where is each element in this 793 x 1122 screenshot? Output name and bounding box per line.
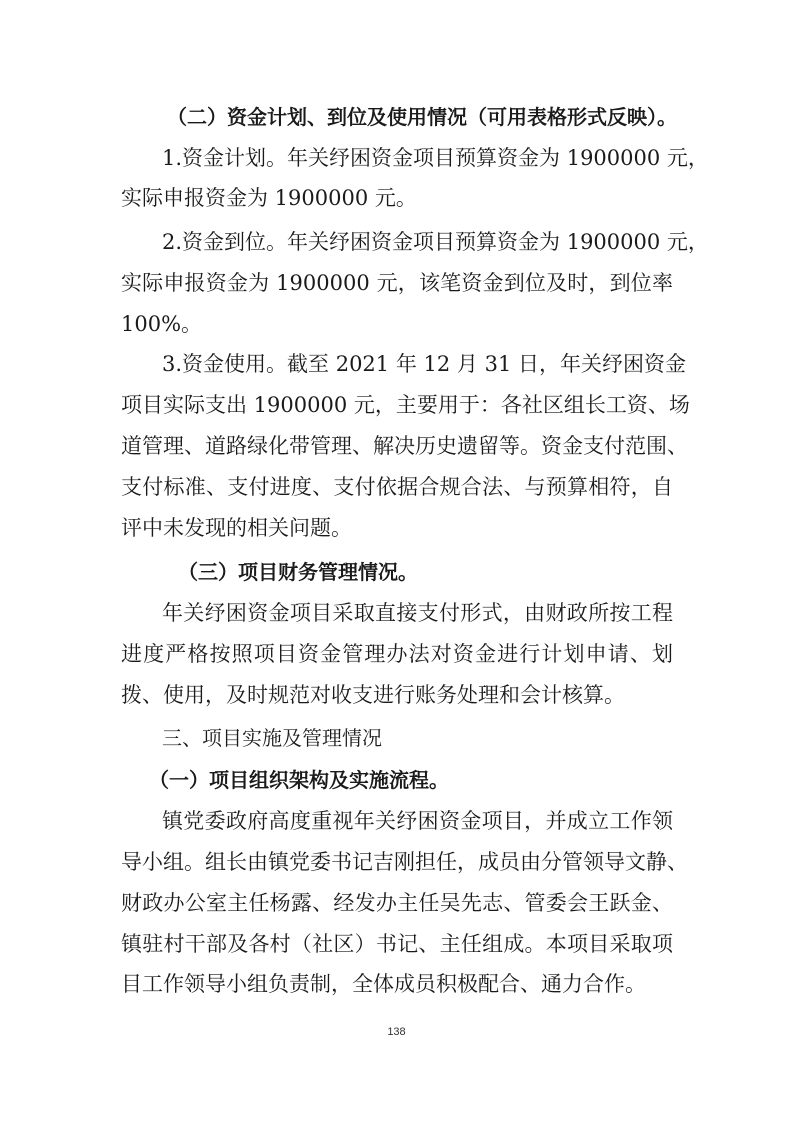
paragraph-line: 导小组。组长由镇党委书记吉刚担任，成员由分管领导文静、: [121, 850, 688, 874]
paragraph-line: 目工作领导小组负责制，全体成员积极配合、通力合作。: [121, 972, 646, 996]
paragraph-line: 进度严格按照项目资金管理办法对资金进行计划申请、划: [121, 642, 673, 666]
paragraph-line: 评中未发现的相关问题。: [121, 516, 352, 540]
section-heading: （一）项目组织架构及实施流程。: [149, 768, 449, 792]
paragraph-line: 财政办公室主任杨露、经发办主任吴先志、管委会王跃金、: [121, 891, 673, 915]
paragraph-line: 项目实际支出 1900000 元，主要用于：各社区组长工资、场: [121, 393, 690, 417]
paragraph-line: 100%。: [121, 312, 203, 336]
paragraph-line: 支付标准、支付进度、支付依据合规合法、与预算相符，自: [121, 475, 673, 499]
page-number: 138: [387, 1026, 406, 1038]
chapter-heading: 三、项目实施及管理情况: [162, 726, 382, 750]
paragraph-line: 2.资金到位。年关纾困资金项目预算资金为 1900000 元，: [162, 230, 709, 254]
paragraph-line: 1.资金计划。年关纾困资金项目预算资金为 1900000 元，: [162, 146, 709, 170]
paragraph-line: 镇党委政府高度重视年关纾困资金项目，并成立工作领: [162, 809, 673, 833]
paragraph-line: 道管理、道路绿化带管理、解决历史遗留等。资金支付范围、: [121, 434, 688, 458]
paragraph-line: 年关纾困资金项目采取直接支付形式，由财政所按工程: [162, 601, 673, 625]
paragraph-line: 3.资金使用。截至 2021 年 12 月 31 日，年关纾困资金: [162, 352, 686, 376]
paragraph-line: 镇驻村干部及各村（社区）书记、主任组成。本项目采取项: [121, 932, 673, 956]
paragraph-line: 实际申报资金为 1900000 元，该笔资金到位及时，到位率: [121, 271, 673, 295]
paragraph-line: 拨、使用，及时规范对收支进行账务处理和会计核算。: [121, 683, 625, 707]
paragraph-line: 实际申报资金为 1900000 元。: [121, 186, 417, 210]
section-heading: （三）项目财务管理情况。: [178, 560, 418, 584]
section-heading: （二）资金计划、到位及使用情况（可用表格形式反映）。: [167, 105, 677, 129]
